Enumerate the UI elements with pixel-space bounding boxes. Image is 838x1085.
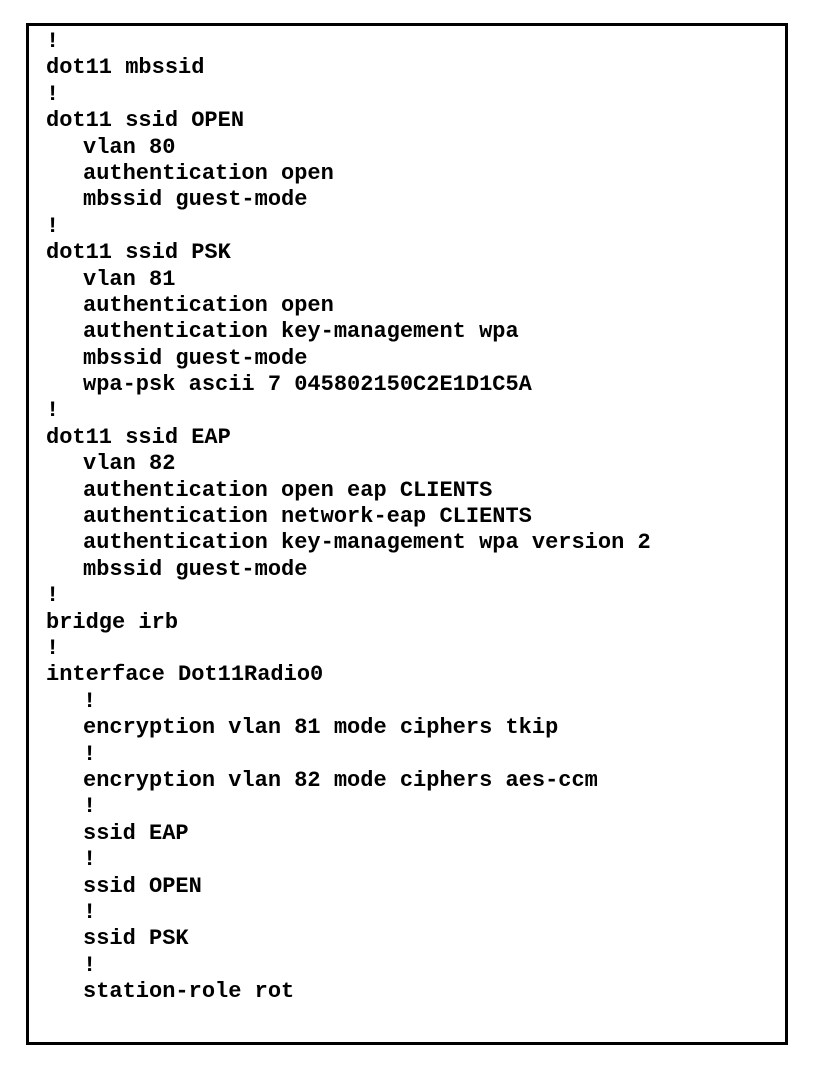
config-line: interface Dot11Radio0 [46, 662, 324, 688]
config-line: ! [83, 847, 97, 873]
config-line: ssid OPEN [83, 873, 202, 899]
config-line: vlan 82 [83, 451, 176, 477]
config-line: ! [83, 794, 97, 820]
config-line: ! [83, 741, 97, 767]
config-line: dot11 mbssid [46, 55, 205, 81]
config-line: bridge irb [46, 609, 179, 635]
config-line: authentication open [83, 160, 334, 186]
config-line: station-role rot [83, 979, 295, 1005]
config-line: authentication key-management wpa version 2 [83, 530, 651, 556]
config-line: mbssid guest-mode [83, 187, 308, 213]
config-line: dot11 ssid OPEN [46, 108, 245, 134]
config-line: ! [46, 81, 60, 107]
config-line: ! [46, 583, 60, 609]
config-line: authentication open eap CLIENTS [83, 477, 493, 503]
config-line: ! [83, 952, 97, 978]
config-line: authentication open [83, 292, 334, 318]
config-line: mbssid guest-mode [83, 556, 308, 582]
config-line: ! [46, 398, 60, 424]
config-line: ! [46, 213, 60, 239]
config-line: vlan 81 [83, 266, 176, 292]
config-listing [46, 29, 651, 1005]
config-line: ssid PSK [83, 926, 189, 952]
config-line: authentication key-management wpa [83, 319, 519, 345]
config-line: encryption vlan 82 mode ciphers aes-ccm [83, 767, 598, 793]
config-line: ! [83, 899, 97, 925]
config-line: dot11 ssid PSK [46, 240, 231, 266]
config-line: dot11 ssid EAP [46, 424, 231, 450]
config-line: ! [46, 29, 60, 54]
config-line: ssid EAP [83, 820, 189, 846]
config-listing-box [26, 23, 788, 1045]
config-line: ! [83, 688, 97, 714]
config-line: authentication network-eap CLIENTS [83, 504, 532, 530]
config-line: wpa-psk ascii 7 045802150C2E1D1C5A [83, 372, 532, 398]
config-line: encryption vlan 81 mode ciphers tkip [83, 715, 559, 741]
config-line: vlan 80 [83, 134, 176, 160]
config-line: mbssid guest-mode [83, 345, 308, 371]
config-line: ! [46, 635, 60, 661]
